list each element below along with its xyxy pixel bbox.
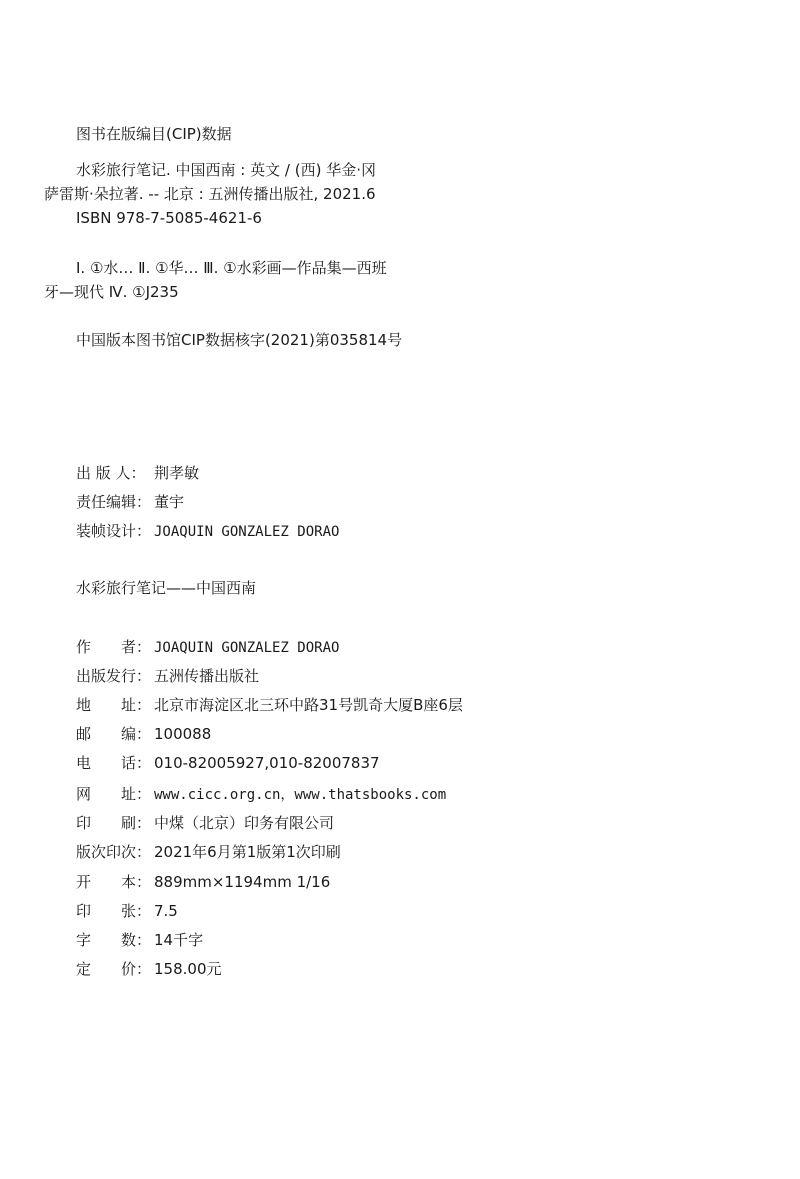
detail-value: 14千字 — [154, 931, 204, 949]
staff-designer — [76, 521, 339, 542]
detail-format — [76, 872, 330, 892]
detail-value: www.cicc.org.cn，www.thatsbooks.com — [154, 787, 447, 803]
staff-value: 董宇 — [154, 493, 185, 511]
staff-editor — [76, 492, 184, 512]
staff-label: 责任编辑： — [76, 493, 152, 511]
detail-label: 印 张： — [76, 902, 152, 920]
detail-label: 作 者： — [76, 638, 152, 656]
detail-value: 2021年6月第1版第1次印刷 — [154, 843, 341, 861]
detail-label: 版次印次： — [76, 843, 152, 861]
detail-value: 北京市海淀区北三环中路31号凯奇大厦B座6层 — [154, 696, 463, 714]
detail-value: JOAQUIN GONZALEZ DORAO — [154, 640, 340, 656]
cip-classification-2: 牙—现代 Ⅳ. ①J235 — [44, 283, 179, 301]
detail-distributor — [76, 666, 259, 686]
detail-value: 010-82005927,010-82007837 — [154, 754, 380, 772]
detail-value: 100088 — [154, 725, 212, 743]
detail-label: 地 址： — [76, 696, 152, 714]
detail-label: 电 话： — [76, 754, 152, 772]
cip-line-2: 萨雷斯·朵拉著. -- 北京 : 五洲传播出版社, 2021.6 — [44, 185, 376, 203]
detail-label: 网 址： — [76, 785, 152, 803]
detail-edition — [76, 842, 341, 862]
detail-phone — [76, 753, 380, 773]
staff-value: JOAQUIN GONZALEZ DORAO — [154, 524, 340, 540]
staff-value: 荆孝敏 — [154, 464, 200, 482]
staff-label: 出 版 人： — [76, 464, 146, 482]
detail-price — [76, 959, 222, 979]
staff-publisher — [76, 463, 199, 483]
detail-label: 印 刷： — [76, 814, 152, 832]
detail-label: 出版发行： — [76, 667, 152, 685]
detail-label: 字 数： — [76, 931, 152, 949]
detail-author — [76, 637, 339, 658]
cip-heading: 图书在版编目(CIP)数据 — [76, 125, 232, 143]
cip-line-1: 水彩旅行笔记. 中国西南 : 英文 / (西) 华金·冈 — [76, 161, 376, 179]
detail-postcode — [76, 724, 211, 744]
detail-word-count — [76, 930, 203, 950]
detail-value: 中煤（北京）印务有限公司 — [154, 814, 335, 832]
detail-address — [76, 695, 463, 715]
detail-value: 889mm×1194mm 1/16 — [154, 873, 331, 891]
cip-classification-1: Ⅰ. ①水… Ⅱ. ①华… Ⅲ. ①水彩画—作品集—西班 — [76, 259, 387, 277]
book-title: 水彩旅行笔记——中国西南 — [76, 579, 257, 597]
detail-website — [76, 784, 446, 805]
detail-label: 开 本： — [76, 873, 152, 891]
detail-value: 五洲传播出版社 — [154, 667, 260, 685]
detail-label: 邮 编： — [76, 725, 152, 743]
detail-value: 158.00元 — [154, 960, 222, 978]
staff-label: 装帧设计： — [76, 522, 152, 540]
detail-value: 7.5 — [154, 902, 178, 920]
detail-label: 定 价： — [76, 960, 152, 978]
cip-record-number: 中国版本图书馆CIP数据核字(2021)第035814号 — [76, 331, 403, 349]
cip-isbn: ISBN 978-7-5085-4621-6 — [76, 209, 262, 227]
detail-sheets — [76, 901, 178, 921]
detail-printer — [76, 813, 334, 833]
